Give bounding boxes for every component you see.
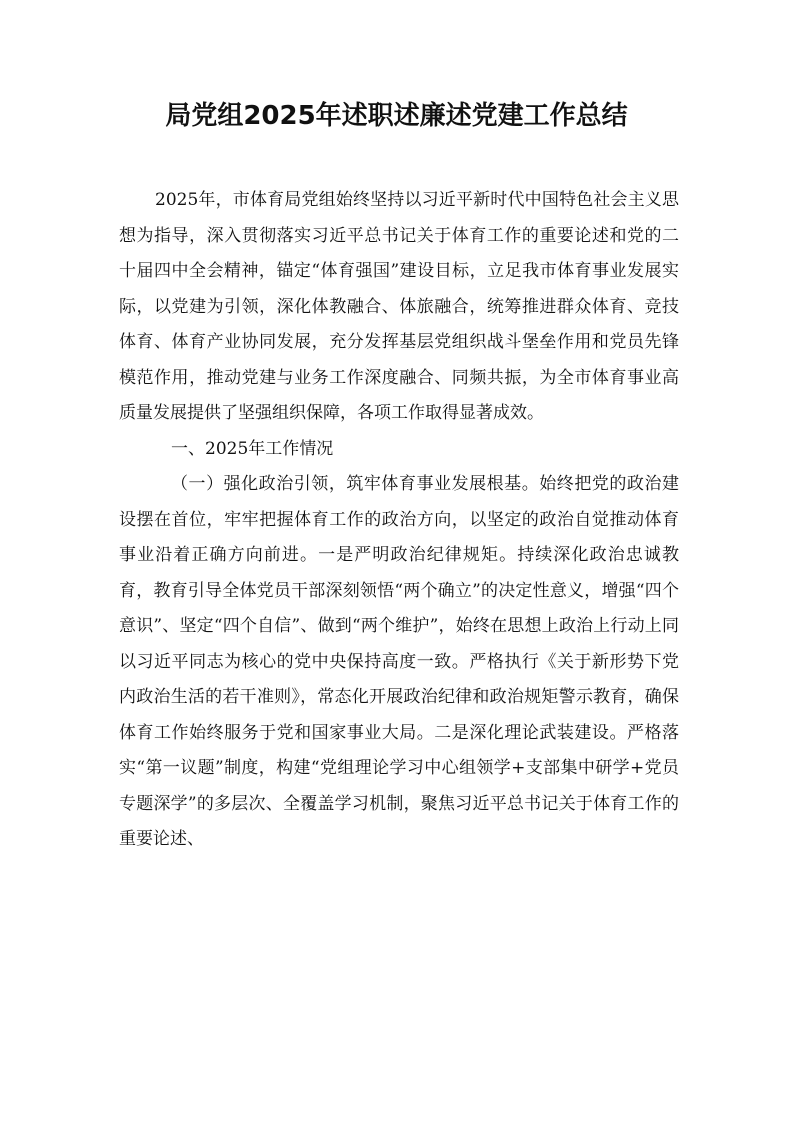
section-heading: 一、2025年工作情况 bbox=[171, 438, 334, 459]
document-title: 局党组2025年述职述廉述党建工作总结 bbox=[165, 101, 628, 131]
section-paragraph: （一）强化政治引领，筑牢体育事业发展根基。始终把党的政治建设摆在首位，牢牢把握体育工作的政治方向，以坚定的政治自觉推动体育事业沿着正确方向前进。一是严明政治纪律规矩。持续深化政治忠诚教育，教育引导全体党员干部深刻领悟“两个确立”的决定性意义，增强“四个意识”、坚定“四个自信”、做到“两个维护”，始终在思想上政治上行动上同以习近平同志为核心的党中央保持高度一致。严格执行《关于新形势下党内政治生活的若干准则》，常态化开展政治纪律和政治规矩警示教育，确保体育工作始终服务于党和国家事业大局。二是深化理论武装建设。严格落实“第一议题”制度，构建“党组理论学习中心组领学+支部集中研学+党员专题深学”的多层次、全覆盖学习机制，聚焦习近平总书记关于体育工作的重要论述、 bbox=[119, 474, 679, 849]
document-body bbox=[119, 183, 679, 858]
intro-paragraph: 2025年，市体育局党组始终坚持以习近平新时代中国特色社会主义思想为指导，深入贯彻落实习近平总书记关于体育工作的重要论述和党的二十届四中全会精神，锚定“体育强国”建设目标，立足我市体育事业发展实际，以党建为引领，深化体教融合、体旅融合，统筹推进群众体育、竞技体育、体育产业协同发展，充分发挥基层党组织战斗堡垒作用和党员先锋模范作用，推动党建与业务工作深度融合、同频共振，为全市体育事业高质量发展提供了坚强组织保障，各项工作取得显著成效。 bbox=[119, 190, 679, 423]
